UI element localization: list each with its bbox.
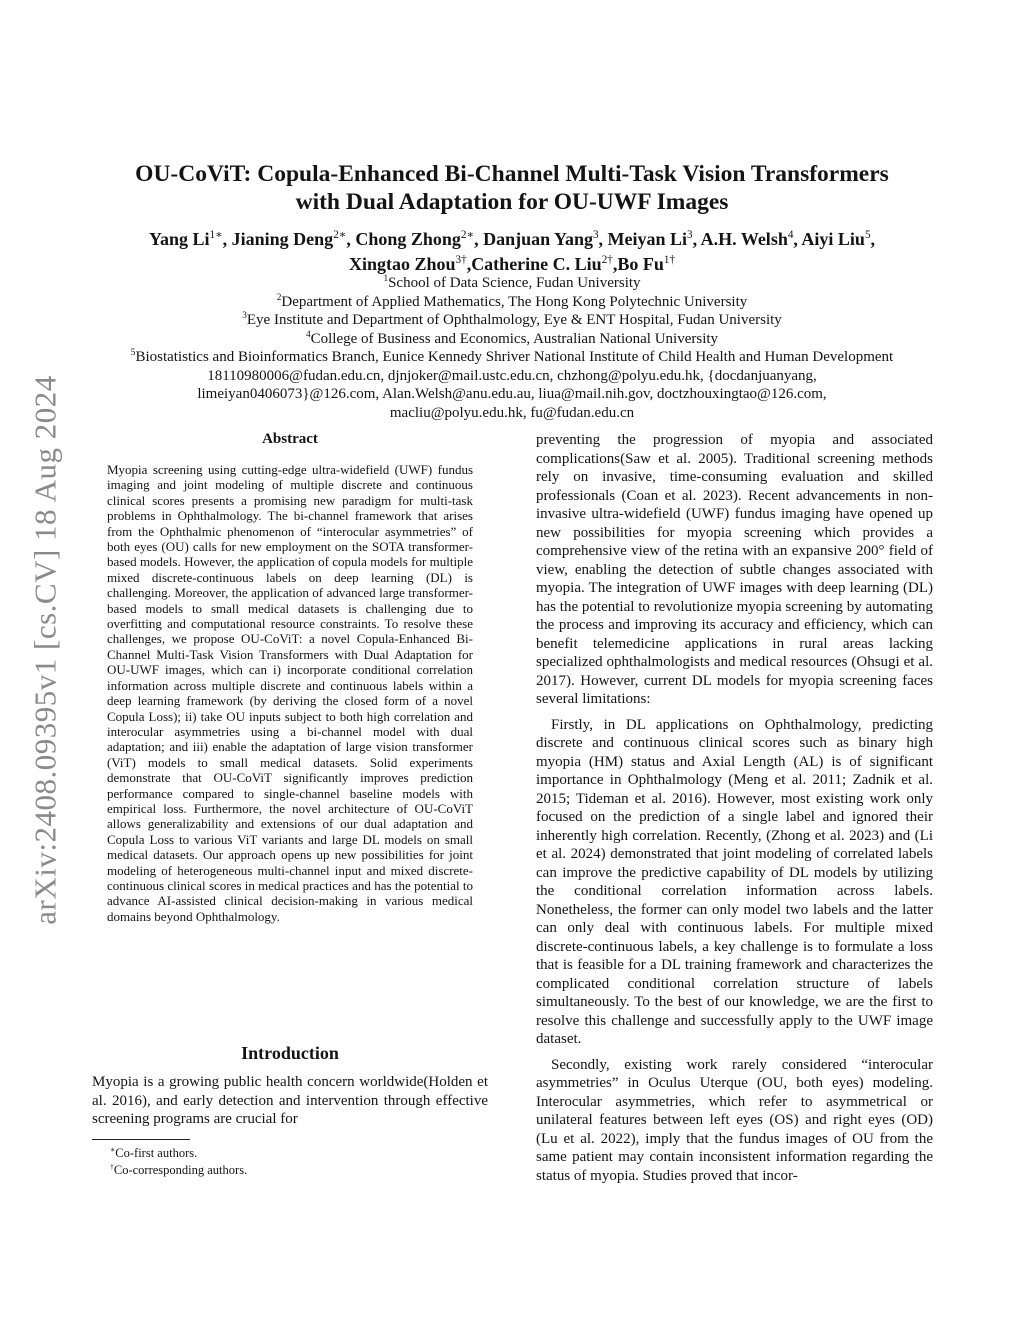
affiliation-line: [60, 348, 964, 367]
email-line: limeiyan0406073}@126.com, Alan.Welsh@anu.edu.au, liua@mail.nih.gov, doctzhouxingtao@126.com,: [197, 386, 827, 402]
author-separator: ,: [692, 229, 701, 249]
author-affil-mark: 4: [787, 229, 794, 241]
title-line-2: with Dual Adaptation for OU-UWF Images: [295, 189, 729, 215]
author-name: Aiyi Liu: [801, 229, 865, 249]
affiliation-line: [60, 330, 964, 349]
affiliation-mark: 3: [242, 311, 247, 321]
arxiv-identifier-text: arXiv:2408.09395v1 [cs.CV] 18 Aug 2024: [28, 375, 63, 925]
author-separator: ,: [466, 254, 472, 274]
abstract-body: Myopia screening using cutting-edge ultra-widefield (UWF) fundus imaging and joint modeling of multiple discrete and continuous clinical scores presents a promising new paradigm for multi-task problems in Ophthalmology. The bi-channel framework that arises from the Ophthalmic phenomenon of “interocular asymmetries” of both eyes (OU) calls for new employment on the SOTA transformer-based models. However, the application of copula models for multiple mixed discrete-continuous labels on deep learning (DL) is challenging. Moreover, the application of advanced large transformer-based models to small medical datasets is challenging due to overfitting and computational resource constraints. To resolve these challenges, we propose OU-CoViT: a novel Copula-Enhanced Bi-Channel Multi-Task Vision Transformers with Dual Adaptation for OU-UWF images, which can i) incorporate conditional correlation information across multiple discrete and continuous labels within a deep learning framework (by deriving the closed form of a novel Copula Loss); ii) take OU inputs subject to both high correlation and interocular asymmetries using a bi-channel model with dual adaptation; and iii) enable the adaptation of large vision transformer (ViT) models to small medical datasets. Solid experiments demonstrate that OU-CoViT significantly improves prediction performance compared to single-channel baseline models with empirical loss. Furthermore, the novel architecture of OU-CoViT allows generalizability and extensions of our dual adaptation and Copula Loss to various ViT variants and large DL models on small medical datasets. Our approach opens up new possibilities for joint modeling of heterogeneous multi-channel input and mixed discrete-continuous clinical scores in medical practices and has the potential to advance AI-assisted clinical decision-making in various medical domains beyond Ophthalmology.: [107, 462, 473, 924]
affiliation-text: Biostatistics and Bioinformatics Branch, Eunice Kennedy Shriver National Institute of Child Health and Human Development: [135, 349, 894, 365]
author-name: Bo Fu: [617, 254, 664, 274]
affiliation-line: [60, 274, 964, 293]
body-paragraph: preventing the progression of myopia and associated complications(Saw et al. 2005). Traditional screening methods rely on invasive, time-consuming evaluation and skilled professionals (Coan et al. 2023). Recent advancements in non-invasive ultra-widefield (UWF) fundus imaging have opened up new possibilities for myopia screening which provides a comprehensive view of the retina with an expansive 200° field of view, enabling the detection of subtle changes associated with myopia. The integration of UWF images with deep learning (DL) has the potential to revolutionize myopia screening by automating the process and improving its accuracy and efficiency, which can benefit telemedicine applications in rural areas lacking specialized ophthalmologists and medical resources (Ohsugi et al. 2017). However, current DL models for myopia screening faces several limitations:: [536, 432, 933, 707]
right-column: [536, 431, 933, 1192]
author-separator: ,: [612, 254, 618, 274]
author-name: Yang Li: [148, 229, 210, 249]
author-name: Jianing Deng: [231, 229, 334, 249]
author-name: Chong Zhong: [355, 229, 461, 249]
author-name: A.H. Welsh: [700, 229, 788, 249]
affiliation-mark: 1: [383, 274, 389, 284]
footnote: [110, 1145, 247, 1162]
affiliation-text: College of Business and Economics, Australian National University: [310, 330, 719, 347]
author-affil-mark: 3: [687, 229, 693, 241]
footnote: [110, 1162, 247, 1179]
affiliation-text: Eye Institute and Department of Ophthalmology, Eye & ENT Hospital, Fudan University: [246, 312, 782, 328]
affiliation-mark: 4: [305, 329, 311, 340]
author-name: Meiyan Li: [607, 229, 688, 249]
email-line: 18110980006@fudan.edu.cn, djnjoker@mail.ustc.edu.cn, chzhong@polyu.edu.hk, {docdanjuanyang,: [207, 367, 817, 384]
author-affil-mark: 1∗: [209, 229, 223, 241]
author-separator: ,: [222, 229, 232, 249]
footnote-divider: [92, 1139, 190, 1140]
author-list: [60, 227, 964, 277]
affiliation-line: [60, 311, 964, 330]
affiliation-line: [60, 293, 964, 312]
affiliation-text: Department of Applied Mathematics, The Hong Kong Polytechnic University: [281, 293, 748, 310]
author-affil-mark: 3: [592, 229, 599, 241]
introduction-heading: Introduction: [241, 1043, 339, 1063]
author-name: Catherine C. Liu: [471, 254, 602, 274]
affiliation-mark: 2: [276, 292, 282, 303]
footnote-text: Co-first authors.: [115, 1146, 198, 1160]
author-separator: ,: [598, 229, 608, 249]
arxiv-identifier-stamp: [26, 350, 66, 950]
affiliation-block: [60, 274, 964, 422]
abstract-heading: Abstract: [262, 431, 318, 447]
author-separator: ,: [870, 229, 876, 249]
body-paragraph: Secondly, existing work rarely considered “interocular asymmetries” in Oculus Uterque (OU, both eyes) modeling. Interocular asymmetries, which refer to asymmetrical or unilateral features between left eyes (OS) and right eyes (OD) (Lu et al. 2022), imply that the fundus images of OU from the same patient may contain inconsistent information regarding the status of myopia. Studies proved that incor-: [536, 1056, 933, 1184]
email-line: macliu@polyu.edu.hk, fu@fudan.edu.cn: [389, 404, 635, 421]
author-separator: ,: [474, 229, 484, 249]
affiliation-text: School of Data Science, Fudan University: [388, 275, 641, 291]
author-separator: ,: [346, 229, 356, 249]
paper-title: [80, 160, 944, 216]
author-affil-mark: 2†: [601, 254, 613, 266]
author-affil-mark: 2∗: [460, 229, 475, 241]
body-paragraph: Firstly, in DL applications on Ophthalmology, predicting discrete and continuous clinical scores such as binary high myopia (HM) status and Axial Length (AL) is of significant importance in Ophthalmology (Meng et al. 2011; Zadnik et al. 2015; Tideman et al. 2016). However, most existing work only focused on the prediction of a single label and ignored their inherently high correlation. Recently, (Zhong et al. 2023) and (Li et al. 2024) demonstrated that joint modeling of correlated labels can improve the predictive capability of DL models by utilizing the conditional correlation information across labels. Nonetheless, the former can only model two labels and the latter can only deal with continuous labels. For multiple mixed discrete-continuous labels, a key challenge is to formulate a loss that is feasible for a DL training framework and characterizes the complicated conditional correlation structure of labels simultaneously. To the best of our knowledge, we are the first to resolve this challenge and successfully apply to the UWF image dataset.: [536, 716, 933, 1047]
author-name: Xingtao Zhou: [348, 254, 456, 274]
introduction-paragraph: Myopia is a growing public health concern worldwide(Holden et al. 2016), and early detection and intervention through effective screening programs are crucial for: [92, 1074, 488, 1127]
footnote-text: Co-corresponding authors.: [113, 1162, 248, 1177]
author-affil-mark: 5: [864, 229, 871, 241]
author-affil-mark: 1†: [663, 254, 676, 266]
footnote-mark: †: [110, 1161, 114, 1171]
footnote-mark: ∗: [110, 1144, 116, 1154]
footnotes: [110, 1145, 247, 1178]
author-name: Danjuan Yang: [483, 229, 593, 249]
author-affil-mark: 2∗: [333, 229, 347, 241]
author-separator: ,: [793, 229, 802, 249]
author-affil-mark: 3†: [455, 254, 467, 266]
author-line-1: [60, 227, 964, 252]
title-line-1: OU-CoViT: Copula-Enhanced Bi-Channel Multi-Task Vision Transformers: [135, 161, 889, 187]
affiliation-mark: 5: [130, 348, 136, 358]
